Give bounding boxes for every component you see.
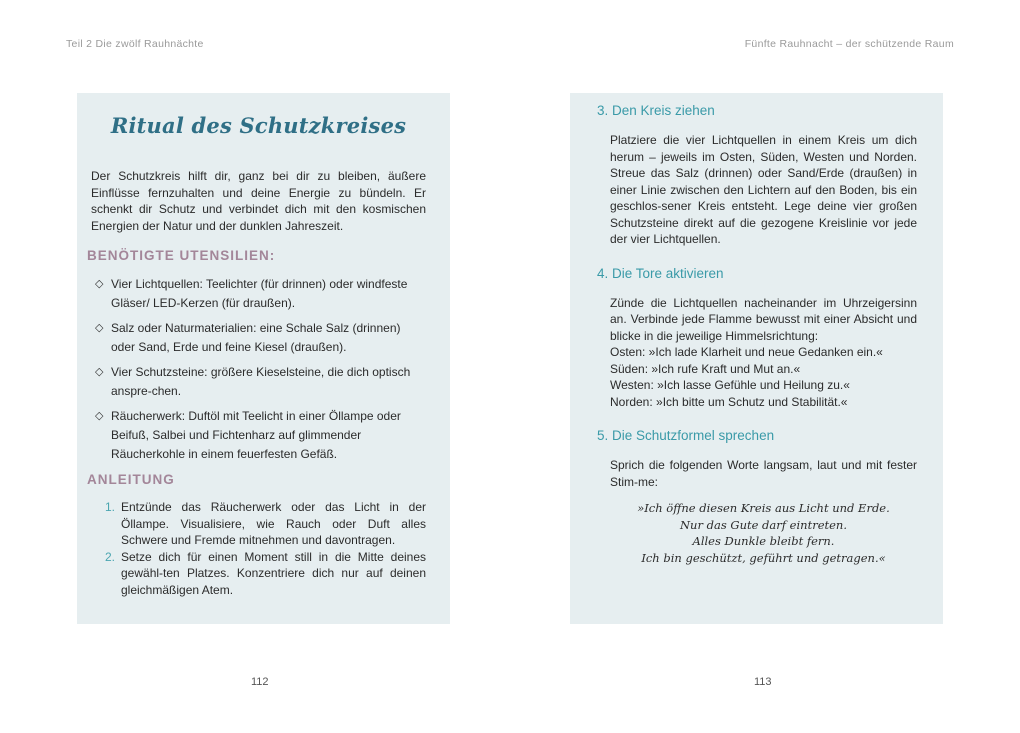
step5-body: Sprich die folgenden Worte langsam, laut und mit fester Stim-me: »Ich öffne diesen Kreis aus Licht und Erde. Nur das Gute darf eintreten. Alles Dunkle bleibt fern. Ich bin geschützt, geführt und getragen.« — [610, 458, 917, 565]
protection-formula: »Ich öffne diesen Kreis aus Licht und Erde. Nur das Gute darf eintreten. Alles Dunkle bleibt fern. Ich bin geschützt, geführt und getragen.« — [637, 501, 890, 565]
step4-heading: 4. Die Tore aktivieren — [597, 265, 724, 281]
left-content-box — [77, 93, 450, 624]
diamond-bullet-icon: ◇ — [95, 366, 104, 378]
utensils-heading: BENÖTIGTE UTENSILIEN: — [87, 248, 276, 263]
step3-body: Platziere die vier Lichtquellen in einem Kreis um dich herum – jeweils im Osten, Süden, Westen und Norden. Streue das Salz (drinnen) oder Sand/Erde (draußen) in einer Linie zwischen den Lichtern auf den Boden, bis ein geschlos-sener Kreis entsteht. Lege deine vier großen Schutzsteine direkt auf die gezogene Kreislinie vor jede der vier Lichtquellen. — [610, 133, 917, 246]
diamond-bullet-icon: ◇ — [95, 410, 104, 422]
direction-line: Westen: »Ich lasse Gefühle und Heilung zu.« — [610, 378, 850, 392]
step5-heading: 5. Die Schutzformel sprechen — [597, 428, 775, 443]
running-header-right: Fünfte Rauhnacht – der schützende Raum — [744, 38, 954, 50]
right-content-box — [570, 93, 943, 624]
step-number: 2. — [105, 549, 116, 564]
step4-body: Zünde die Lichtquellen nacheinander im Uhrzeigersinn an. Verbinde jede Flamme bewusst mit einer Absicht und blicke in die jeweilige Himmelsrichtung: Osten: »Ich lade Klarheit und neue Gedanken ein.« Süden: »Ich rufe Kraft und Mut an.« Westen: »Ich lasse Gefühle und Heilung zu.« Norden: »Ich bitte um Schutz und Stabilität.« — [610, 295, 917, 409]
diamond-bullet-icon: ◇ — [95, 278, 104, 290]
running-header-left: Teil 2 Die zwölf Rauhnächte — [66, 38, 204, 50]
utensils-list — [91, 275, 426, 464]
page-number-right: 113 — [754, 676, 772, 688]
step3-heading: 3. Den Kreis ziehen — [597, 103, 715, 118]
list-item: ◇ Räucherwerk: Duftöl mit Teelicht in einer Öllampe oder Beifuß, Salbei und Fichtenharz auf glimmender Räucherkohle in einem feuerfesten Gefäß. — [95, 409, 401, 461]
page-number-left: 112 — [251, 676, 269, 688]
direction-line: Süden: »Ich rufe Kraft und Mut an.« — [610, 361, 801, 376]
list-item: ◇ Salz oder Naturmaterialien: eine Schale Salz (drinnen) oder Sand, Erde und feine Kiesel (draußen). — [95, 321, 401, 354]
step-item: 2. Setze dich für einen Moment still in die Mitte deines gewähl-ten Platzes. Konzentriere dich nur auf deinen gleichmäßigen Atem. — [105, 549, 426, 597]
direction-line: Norden: »Ich bitte um Schutz und Stabilität.« — [610, 394, 848, 409]
step-item: 1. Entzünde das Räucherwerk oder das Licht in der Öllampe. Visualisiere, wie Rauch oder Duft alles Schwere und Fremde mitnehmen und davontragen. — [105, 500, 426, 547]
ritual-title: Ritual des Schutzkreises — [110, 113, 407, 138]
intro-paragraph: Der Schutzkreis hilft dir, ganz bei dir zu bleiben, äußere Einflüsse fernzuhalten und deine Energie zu bündeln. Er schenkt dir Schutz und verbindet dich mit den kosmischen Energien der Natur und der dunklen Jahreszeit. — [91, 169, 426, 233]
list-item: ◇ Vier Schutzsteine: größere Kieselsteine, die dich optisch anspre-chen. — [95, 365, 411, 398]
step-number: 1. — [105, 500, 116, 514]
list-item: ◇ Vier Lichtquellen: Teelichter (für drinnen) oder windfeste Gläser/ LED-Kerzen (für draußen). — [95, 277, 408, 310]
instructions-heading: ANLEITUNG — [87, 472, 175, 487]
instructions-list — [91, 499, 426, 598]
diamond-bullet-icon: ◇ — [95, 322, 104, 334]
direction-line: Osten: »Ich lade Klarheit und neue Gedanken ein.« — [610, 345, 883, 359]
